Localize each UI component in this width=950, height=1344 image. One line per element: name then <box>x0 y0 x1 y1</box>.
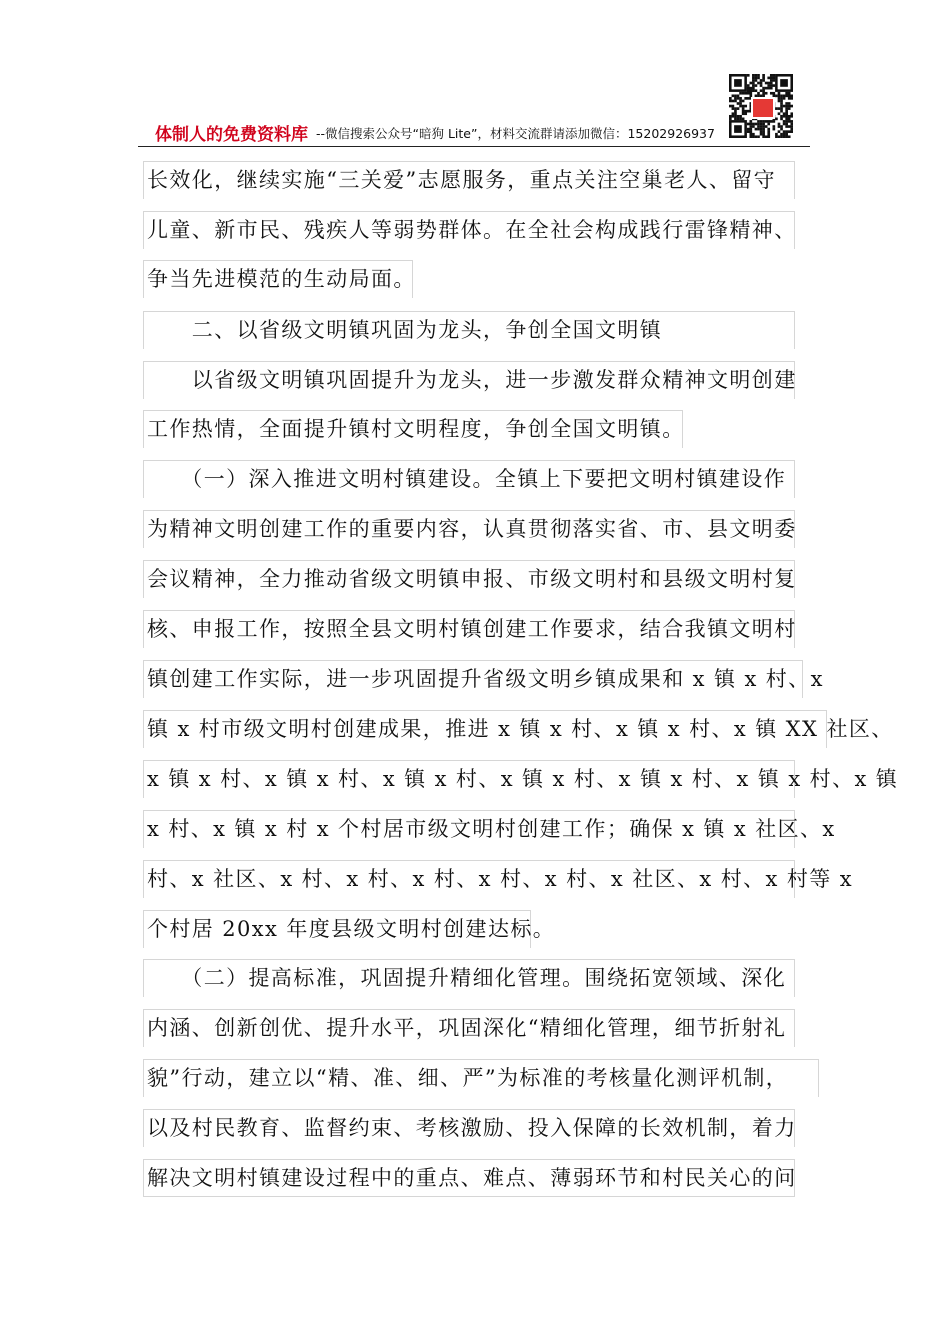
text-line: 镇创建工作实际，进一步巩固提升省级文明乡镇成果和 x 镇 x 村、x <box>143 660 803 698</box>
text-line: 解决文明村镇建设过程中的重点、难点、薄弱环节和村民关心的问 <box>143 1159 795 1197</box>
text-line: 以及村民教育、监督约束、考核激励、投入保障的长效机制，着力 <box>143 1109 795 1147</box>
text-line: 儿童、新市民、残疾人等弱势群体。在全社会构成践行雷锋精神、 <box>143 211 795 249</box>
text-line: 核、申报工作，按照全县文明村镇创建工作要求，结合我镇文明村 <box>143 610 795 648</box>
text-line: 会议精神，全力推动省级文明镇申报、市级文明村和县级文明村复 <box>143 560 795 598</box>
text-line: 长效化，继续实施“三关爱”志愿服务，重点关注空巢老人、留守 <box>143 161 795 199</box>
text-line: 争当先进模范的生动局面。 <box>143 260 413 298</box>
text-line: 以省级文明镇巩固提升为龙头，进一步激发群众精神文明创建 <box>143 361 795 399</box>
text-line: （一）深入推进文明村镇建设。全镇上下要把文明村镇建设作 <box>143 460 795 498</box>
text-line: 二、以省级文明镇巩固为龙头，争创全国文明镇 <box>143 311 795 349</box>
text-line: 工作热情，全面提升镇村文明程度，争创全国文明镇。 <box>143 410 683 448</box>
text-line: 内涵、创新创优、提升水平，巩固深化“精细化管理，细节折射礼 <box>143 1009 795 1047</box>
text-line: 貌”行动，建立以“精、准、细、严”为标准的考核量化测评机制， <box>143 1059 819 1097</box>
text-line: 个村居 20xx 年度县级文明村创建达标。 <box>143 910 531 948</box>
text-line: x 村、x 镇 x 村 x 个村居市级文明村创建工作；确保 x 镇 x 社区、x <box>143 810 795 848</box>
text-line: 为精神文明创建工作的重要内容，认真贯彻落实省、市、县文明委 <box>143 510 795 548</box>
text-line: （二）提高标准，巩固提升精细化管理。围绕拓宽领域、深化 <box>143 959 795 997</box>
header-note: --微信搜索公众号“暗狗 Lite”，材料交流群请添加微信：15202926937 <box>316 126 715 141</box>
text-line: 镇 x 村市级文明村创建成果，推进 x 镇 x 村、x 镇 x 村、x 镇 XX 社区、 <box>143 710 827 748</box>
brand-title: 体制人的免费资料库 <box>155 125 308 145</box>
text-line: 村、x 社区、x 村、x 村、x 村、x 村、x 村、x 社区、x 村、x 村等 x <box>143 860 795 898</box>
text-line: x 镇 x 村、x 镇 x 村、x 镇 x 村、x 镇 x 村、x 镇 x 村、x 镇 x 村、x 镇 <box>143 760 795 798</box>
